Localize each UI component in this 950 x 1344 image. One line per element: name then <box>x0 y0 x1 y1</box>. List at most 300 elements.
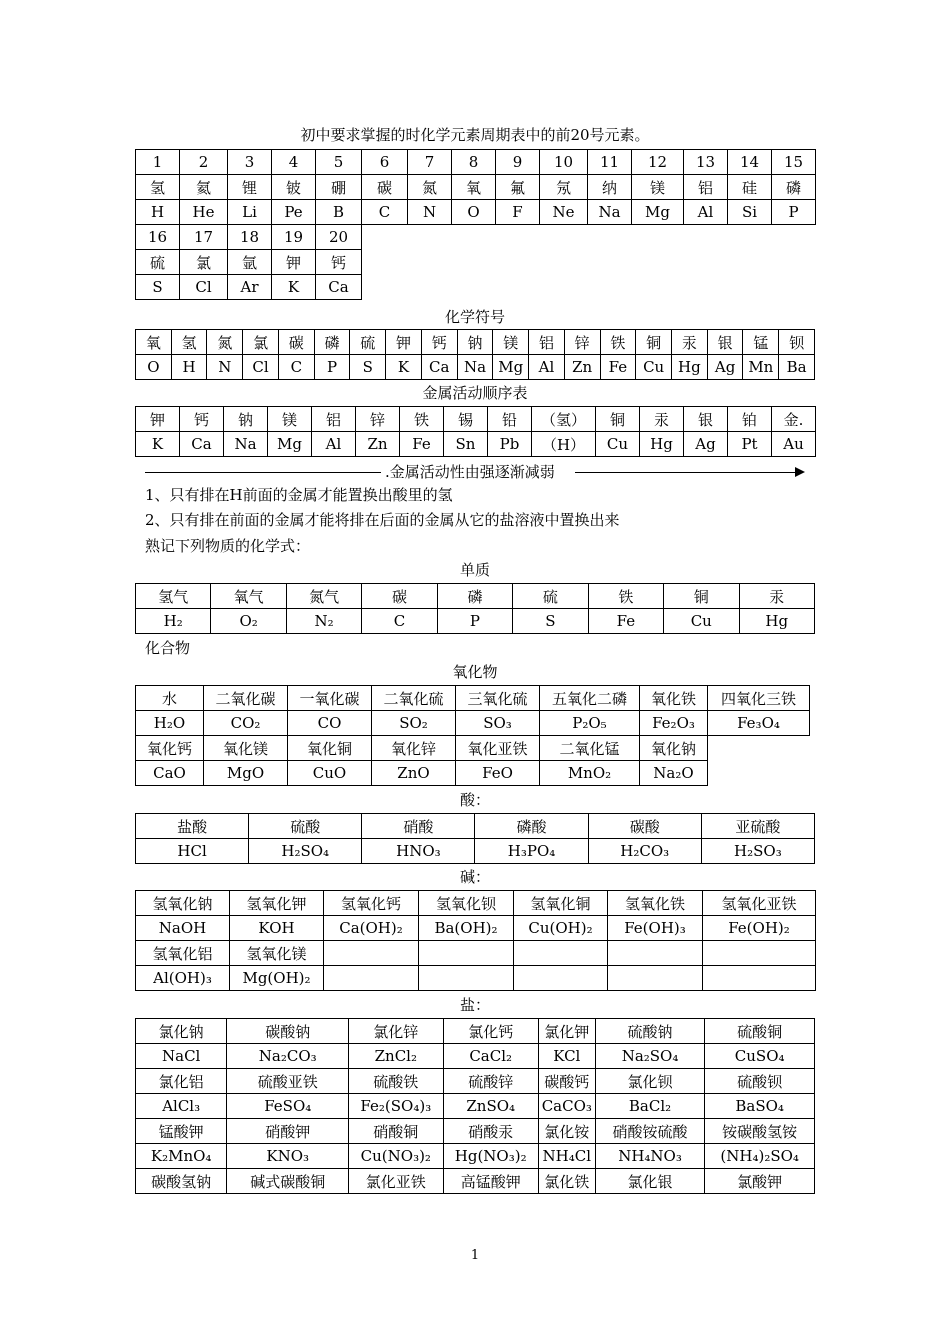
periodic-number-cell: 2 <box>180 150 228 175</box>
element-name-cell: 碳 <box>362 584 437 609</box>
blank-cell <box>362 275 408 300</box>
periodic-symbol-cell: Na <box>588 200 632 225</box>
oxide-formula-cell: Na₂O <box>640 761 708 786</box>
base-name-cell: 氢氧化亚铁 <box>703 891 816 916</box>
symbol-cell: Zn <box>564 355 600 380</box>
salt-formula-cell: NaCl <box>136 1044 227 1069</box>
element-name-cell: 氢气 <box>136 584 211 609</box>
symbol-cell: Cl <box>243 355 279 380</box>
periodic-name-row <box>136 250 816 275</box>
oxide-name-cell: 四氧化三铁 <box>708 686 810 711</box>
blank-cell <box>362 250 408 275</box>
oxide-formula-cell: FeO <box>456 761 540 786</box>
acid-name-cell: 硝酸 <box>362 814 475 839</box>
blank-cell <box>772 250 816 275</box>
oxide-name-cell: 氧化钠 <box>640 736 708 761</box>
salt-formula-cell: CuSO₄ <box>705 1044 815 1069</box>
salt-name-cell: 碳酸氢钠 <box>136 1169 227 1194</box>
periodic-name-cell: 铍 <box>272 175 316 200</box>
symbol-name-cell: 氧 <box>136 330 172 355</box>
oxide-formula-cell: CO <box>288 711 372 736</box>
oxide-name-cell: 五氧化二磷 <box>540 686 640 711</box>
activity-symbol-cell: K <box>136 432 180 457</box>
element-formula-cell: Cu <box>664 609 739 634</box>
note-3: 熟记下列物质的化学式： <box>145 537 311 555</box>
base-formula-cell: Cu(OH)₂ <box>514 916 608 941</box>
symbol-name-cell: 镁 <box>493 330 529 355</box>
oxide-formula-cell: SO₂ <box>372 711 456 736</box>
oxide-formula-cell: CuO <box>288 761 372 786</box>
blank-cell <box>728 225 772 250</box>
note-1: 1、只有排在H前面的金属才能置换出酸里的氢 <box>145 486 453 504</box>
salt-formula-cell: KCl <box>538 1044 595 1069</box>
periodic-table <box>135 149 816 300</box>
acids-table-block <box>135 813 815 864</box>
periodic-symbol-cell: Pe <box>272 200 316 225</box>
activity-symbol-cell: Ca <box>180 432 224 457</box>
element-name-cell: 硫 <box>513 584 588 609</box>
salt-name-cell: 氯化铵 <box>538 1119 595 1144</box>
salt-name-cell: 硫酸锌 <box>443 1069 538 1094</box>
base-name-cell <box>608 941 703 966</box>
blank-cell <box>540 275 588 300</box>
acid-name-cell: 亚硫酸 <box>701 814 814 839</box>
salt-name-cell: 硫酸亚铁 <box>227 1069 349 1094</box>
symbol-cell: Al <box>529 355 565 380</box>
symbol-name-cell: 锌 <box>564 330 600 355</box>
oxide-formula-cell: MgO <box>204 761 288 786</box>
oxides-table-block <box>135 685 815 786</box>
salt-name-cell: 硫酸铁 <box>349 1069 443 1094</box>
salt-name-row <box>136 1019 815 1044</box>
oxide-formula-cell: MnO₂ <box>540 761 640 786</box>
activity-symbol-cell: Sn <box>444 432 488 457</box>
oxide-name-cell: 水 <box>136 686 204 711</box>
periodic-symbol-cell: He <box>180 200 228 225</box>
periodic-name-cell: 氮 <box>408 175 452 200</box>
element-name-cell: 铜 <box>664 584 739 609</box>
salt-name-cell: 氯化钙 <box>443 1019 538 1044</box>
symbols-table <box>135 329 815 380</box>
symbol-cell: P <box>314 355 350 380</box>
salt-name-cell: 铵碳酸氢铵 <box>705 1119 815 1144</box>
periodic-number-cell: 11 <box>588 150 632 175</box>
elements-table-block <box>135 583 815 634</box>
salt-formula-cell: BaSO₄ <box>705 1094 815 1119</box>
periodic-symbol-cell: B <box>316 200 362 225</box>
blank-cell <box>452 275 496 300</box>
activity-symbol-cell: Pb <box>488 432 532 457</box>
blank-cell <box>632 225 684 250</box>
blank-cell <box>408 225 452 250</box>
salt-name-cell: 硫酸钡 <box>705 1069 815 1094</box>
base-formula-cell: KOH <box>230 916 324 941</box>
salt-formula-cell: Fe₂(SO₄)₃ <box>349 1094 443 1119</box>
base-formula-cell <box>514 966 608 991</box>
symbol-name-cell: 碳 <box>278 330 314 355</box>
oxide-name-cell: 三氧化硫 <box>456 686 540 711</box>
activity-symbol-cell: Pt <box>728 432 772 457</box>
blank-cell <box>408 275 452 300</box>
blank-cell <box>588 225 632 250</box>
symbol-cell: Ca <box>421 355 457 380</box>
blank-cell <box>632 275 684 300</box>
salt-formula-cell: FeSO₄ <box>227 1094 349 1119</box>
symbol-cell: O <box>136 355 172 380</box>
oxide-formula-cell: ZnO <box>372 761 456 786</box>
activity-name-row <box>136 407 816 432</box>
oxide-name-cell: 氧化铁 <box>640 686 708 711</box>
symbol-cell: Mn <box>743 355 779 380</box>
periodic-title: 初中要求掌握的时化学元素周期表中的前20号元素。 <box>300 126 650 144</box>
element-formula-cell: P <box>437 609 512 634</box>
base-name-cell <box>703 941 816 966</box>
salt-formula-cell: Na₂SO₄ <box>595 1044 705 1069</box>
acid-name-cell: 硫酸 <box>249 814 362 839</box>
activity-name-cell: 金. <box>772 407 816 432</box>
periodic-name-cell: 碳 <box>362 175 408 200</box>
base-name-row <box>136 891 816 916</box>
symbol-name-cell: 钾 <box>386 330 422 355</box>
salt-name-cell: 氯化铁 <box>538 1169 595 1194</box>
salt-formula-cell: CaCl₂ <box>443 1044 538 1069</box>
symbols-table-block <box>135 329 815 380</box>
salt-formula-cell: KNO₃ <box>227 1144 349 1169</box>
periodic-number-cell: 1 <box>136 150 180 175</box>
symbol-cell: Cu <box>636 355 672 380</box>
symbol-name-cell: 氢 <box>171 330 207 355</box>
bases-table-block <box>135 890 815 991</box>
periodic-number-cell: 10 <box>540 150 588 175</box>
periodic-number-cell: 19 <box>272 225 316 250</box>
base-name-cell: 氢氧化钙 <box>324 891 419 916</box>
activity-symbol-cell: Au <box>772 432 816 457</box>
salt-name-cell: 硫酸铜 <box>705 1019 815 1044</box>
acid-name-cell: 盐酸 <box>136 814 249 839</box>
activity-symbol-cell: Hg <box>640 432 684 457</box>
periodic-symbol-cell: P <box>772 200 816 225</box>
salt-formula-cell: BaCl₂ <box>595 1094 705 1119</box>
periodic-symbol-cell: Ar <box>228 275 272 300</box>
salt-name-cell: 碳酸钙 <box>538 1069 595 1094</box>
blank-cell <box>684 225 728 250</box>
periodic-name-cell: 磷 <box>772 175 816 200</box>
blank-cell <box>728 250 772 275</box>
salt-name-cell: 氯化铝 <box>136 1069 227 1094</box>
symbol-cell: Na <box>457 355 493 380</box>
salt-name-cell: 碳酸钠 <box>227 1019 349 1044</box>
base-name-cell: 氢氧化钡 <box>419 891 514 916</box>
periodic-number-cell: 14 <box>728 150 772 175</box>
salt-name-cell: 高锰酸钾 <box>443 1169 538 1194</box>
elements-table <box>135 583 815 634</box>
salt-formula-cell: K₂MnO₄ <box>136 1144 227 1169</box>
salt-formula-cell: Cu(NO₃)₂ <box>349 1144 443 1169</box>
base-formula-cell: Ba(OH)₂ <box>419 916 514 941</box>
acid-formula-cell: H₃PO₄ <box>475 839 588 864</box>
periodic-number-cell: 4 <box>272 150 316 175</box>
base-name-cell: 氢氧化铁 <box>608 891 703 916</box>
oxide-formula-cell: P₂O₅ <box>540 711 640 736</box>
symbol-cell: Ag <box>707 355 743 380</box>
salt-formula-row <box>136 1094 815 1119</box>
symbol-cell: Hg <box>672 355 708 380</box>
periodic-name-row <box>136 175 816 200</box>
blank-cell <box>496 275 540 300</box>
blank-cell <box>708 761 810 786</box>
oxide-name-cell: 一氧化碳 <box>288 686 372 711</box>
periodic-name-cell: 硫 <box>136 250 180 275</box>
salt-formula-row <box>136 1044 815 1069</box>
activity-name-cell: 铂 <box>728 407 772 432</box>
activity-name-cell: 钾 <box>136 407 180 432</box>
periodic-name-cell: 钾 <box>272 250 316 275</box>
base-name-cell: 氢氧化钾 <box>230 891 324 916</box>
base-name-cell <box>514 941 608 966</box>
oxide-formula-cell: CO₂ <box>204 711 288 736</box>
base-name-cell <box>324 941 419 966</box>
salt-name-row <box>136 1169 815 1194</box>
oxide-name-cell: 氧化锌 <box>372 736 456 761</box>
salt-name-cell: 锰酸钾 <box>136 1119 227 1144</box>
acid-name-row <box>136 814 815 839</box>
periodic-symbol-cell: Cl <box>180 275 228 300</box>
activity-name-cell: 铁 <box>400 407 444 432</box>
salt-name-row <box>136 1069 815 1094</box>
element-name-cell: 氮气 <box>286 584 361 609</box>
salt-name-cell: 硝酸汞 <box>443 1119 538 1144</box>
acid-name-cell: 磷酸 <box>475 814 588 839</box>
symbols-title: 化学符号 <box>444 308 505 326</box>
base-name-cell: 氢氧化钠 <box>136 891 230 916</box>
blank-cell <box>496 225 540 250</box>
periodic-number-cell: 15 <box>772 150 816 175</box>
note-2: 2、只有排在前面的金属才能将排在后面的金属从它的盐溶液中置换出来 <box>145 511 620 529</box>
periodic-number-cell: 9 <box>496 150 540 175</box>
periodic-name-cell: 氯 <box>180 250 228 275</box>
activity-title: 金属活动顺序表 <box>422 384 528 402</box>
periodic-table-block <box>135 149 815 300</box>
base-formula-cell: Fe(OH)₂ <box>703 916 816 941</box>
periodic-name-cell: 铝 <box>684 175 728 200</box>
blank-cell <box>684 275 728 300</box>
activity-name-cell: 铜 <box>596 407 640 432</box>
base-formula-cell <box>608 966 703 991</box>
salt-name-row <box>136 1119 815 1144</box>
oxide-formula-cell: Fe₂O₃ <box>640 711 708 736</box>
element-formula-row <box>136 609 815 634</box>
page-number: 1 <box>470 1248 480 1263</box>
base-formula-cell <box>703 966 816 991</box>
bases-table <box>135 890 816 991</box>
activity-table-block <box>135 406 815 457</box>
symbol-name-cell: 钡 <box>779 330 815 355</box>
acids-table <box>135 813 815 864</box>
periodic-symbol-row <box>136 200 816 225</box>
salt-name-cell: 氯酸钾 <box>705 1169 815 1194</box>
periodic-number-cell: 18 <box>228 225 272 250</box>
salt-formula-cell: Hg(NO₃)₂ <box>443 1144 538 1169</box>
oxide-name-cell: 氧化亚铁 <box>456 736 540 761</box>
symbol-name-cell: 铁 <box>600 330 636 355</box>
base-name-cell: 氢氧化铝 <box>136 941 230 966</box>
salt-name-cell: 硝酸铵硫酸 <box>595 1119 705 1144</box>
elements-title: 单质 <box>459 561 490 579</box>
salt-formula-cell: Na₂CO₃ <box>227 1044 349 1069</box>
blank-cell <box>772 275 816 300</box>
acid-name-cell: 碳酸 <box>588 814 701 839</box>
activity-name-cell: 锡 <box>444 407 488 432</box>
oxide-name-cell: 二氧化硫 <box>372 686 456 711</box>
oxide-formula-cell: CaO <box>136 761 204 786</box>
salt-name-cell: 氯化钡 <box>595 1069 705 1094</box>
activity-symbol-cell: Na <box>224 432 268 457</box>
activity-arrow <box>145 462 803 482</box>
blank-cell <box>728 275 772 300</box>
element-formula-cell: Fe <box>588 609 663 634</box>
oxide-formula-cell: H₂O <box>136 711 204 736</box>
acid-formula-row <box>136 839 815 864</box>
oxide-name-cell: 二氧化碳 <box>204 686 288 711</box>
oxide-formula-cell: SO₃ <box>456 711 540 736</box>
blank-cell <box>452 225 496 250</box>
salts-table <box>135 1018 815 1194</box>
symbol-name-cell: 硫 <box>350 330 386 355</box>
periodic-symbol-cell: Mg <box>632 200 684 225</box>
activity-name-cell: 锌 <box>356 407 400 432</box>
periodic-name-cell: 硼 <box>316 175 362 200</box>
periodic-name-cell: 硅 <box>728 175 772 200</box>
symbol-name-cell: 铜 <box>636 330 672 355</box>
symbol-name-cell: 汞 <box>672 330 708 355</box>
base-name-cell: 氢氧化镁 <box>230 941 324 966</box>
oxide-name-cell: 二氧化锰 <box>540 736 640 761</box>
periodic-number-cell: 13 <box>684 150 728 175</box>
blank-cell <box>540 225 588 250</box>
symbol-cell: K <box>386 355 422 380</box>
activity-symbol-cell: Mg <box>268 432 312 457</box>
periodic-number-cell: 16 <box>136 225 180 250</box>
periodic-symbol-cell: Ca <box>316 275 362 300</box>
symbol-name-cell: 银 <box>707 330 743 355</box>
activity-name-cell: 铅 <box>488 407 532 432</box>
oxide-name-row <box>136 736 810 761</box>
element-formula-cell: S <box>513 609 588 634</box>
blank-cell <box>496 250 540 275</box>
element-formula-cell: N₂ <box>286 609 361 634</box>
acids-title: 酸： <box>459 791 490 809</box>
symbol-name-cell: 氮 <box>207 330 243 355</box>
periodic-symbol-cell: F <box>496 200 540 225</box>
base-formula-cell <box>324 966 419 991</box>
symbol-name-row <box>136 330 815 355</box>
symbol-name-cell: 磷 <box>314 330 350 355</box>
salt-name-cell: 硝酸钾 <box>227 1119 349 1144</box>
oxides-title: 氧化物 <box>452 663 498 681</box>
salt-formula-cell: CaCO₃ <box>538 1094 595 1119</box>
arrow-head-icon <box>795 467 805 477</box>
activity-name-cell: 镁 <box>268 407 312 432</box>
blank-cell <box>452 250 496 275</box>
periodic-symbol-cell: Ne <box>540 200 588 225</box>
periodic-number-cell: 7 <box>408 150 452 175</box>
acid-formula-cell: H₂SO₃ <box>701 839 814 864</box>
salts-title: 盐： <box>459 996 490 1014</box>
activity-name-cell: 汞 <box>640 407 684 432</box>
symbol-name-cell: 铝 <box>529 330 565 355</box>
activity-symbol-cell: Ag <box>684 432 728 457</box>
periodic-symbol-cell: C <box>362 200 408 225</box>
symbol-cell: Fe <box>600 355 636 380</box>
base-name-row <box>136 941 816 966</box>
base-formula-cell: Fe(OH)₃ <box>608 916 703 941</box>
activity-symbol-cell: Al <box>312 432 356 457</box>
activity-symbol-cell: Cu <box>596 432 640 457</box>
oxides-table <box>135 685 810 786</box>
periodic-name-cell: 钙 <box>316 250 362 275</box>
periodic-name-cell: 锂 <box>228 175 272 200</box>
salt-formula-cell: ZnCl₂ <box>349 1044 443 1069</box>
periodic-number-row <box>136 150 816 175</box>
salt-name-cell: 硝酸铜 <box>349 1119 443 1144</box>
salt-name-cell: 碱式碳酸铜 <box>227 1169 349 1194</box>
activity-name-cell: 银 <box>684 407 728 432</box>
base-formula-cell: Al(OH)₃ <box>136 966 230 991</box>
periodic-name-cell: 氦 <box>180 175 228 200</box>
base-formula-row <box>136 966 816 991</box>
activity-name-cell: （氢） <box>532 407 596 432</box>
periodic-number-cell: 8 <box>452 150 496 175</box>
activity-symbol-row <box>136 432 816 457</box>
periodic-number-cell: 3 <box>228 150 272 175</box>
oxide-name-cell: 氧化钙 <box>136 736 204 761</box>
periodic-number-cell: 12 <box>632 150 684 175</box>
blank-cell <box>540 250 588 275</box>
periodic-symbol-cell: Si <box>728 200 772 225</box>
periodic-name-cell: 镁 <box>632 175 684 200</box>
oxide-formula-row <box>136 711 810 736</box>
blank-cell <box>632 250 684 275</box>
salt-name-cell: 硫酸钠 <box>595 1019 705 1044</box>
periodic-name-cell: 氟 <box>496 175 540 200</box>
compound-label: 化合物 <box>145 639 191 657</box>
symbol-name-cell: 氯 <box>243 330 279 355</box>
bases-title: 碱： <box>459 868 490 886</box>
periodic-symbol-cell: H <box>136 200 180 225</box>
activity-symbol-cell: Zn <box>356 432 400 457</box>
base-formula-cell: Mg(OH)₂ <box>230 966 324 991</box>
oxide-name-row <box>136 686 810 711</box>
symbol-cell: N <box>207 355 243 380</box>
element-name-cell: 汞 <box>739 584 815 609</box>
acid-formula-cell: HNO₃ <box>362 839 475 864</box>
oxide-name-cell: 氧化铜 <box>288 736 372 761</box>
periodic-number-cell: 5 <box>316 150 362 175</box>
base-formula-cell <box>419 966 514 991</box>
symbol-name-cell: 钠 <box>457 330 493 355</box>
salt-formula-cell: NH₄Cl <box>538 1144 595 1169</box>
periodic-number-cell: 20 <box>316 225 362 250</box>
periodic-number-cell: 6 <box>362 150 408 175</box>
periodic-symbol-cell: Li <box>228 200 272 225</box>
oxide-formula-cell: Fe₃O₄ <box>708 711 810 736</box>
element-formula-cell: Hg <box>739 609 815 634</box>
periodic-symbol-cell: Al <box>684 200 728 225</box>
salt-formula-cell: AlCl₃ <box>136 1094 227 1119</box>
activity-symbol-cell: （H） <box>532 432 596 457</box>
salts-table-block <box>135 1018 815 1194</box>
blank-cell <box>588 275 632 300</box>
